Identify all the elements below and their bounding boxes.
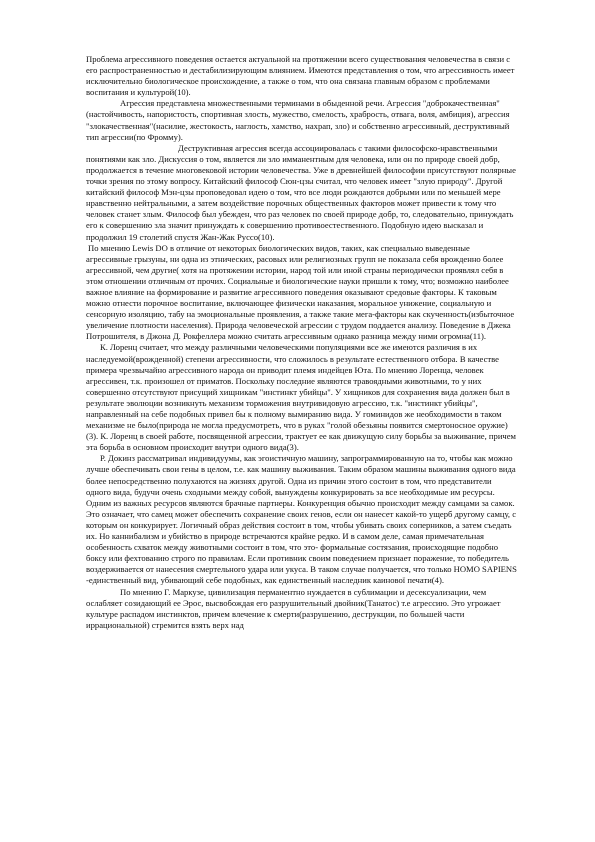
paragraph-lorenz: К. Лоренц считает, что между различными человеческими популяциями все же имеются различия в их наследуемой(врожденной) степени агрессивности, что сложилось в результате естественного отбора. В качестве примера чрезвычайно агрессивного народа он приводит племя индейцев Юта. По мнению Лоренца, человек агрессивен, т.к. произошел от приматов. Поскольку последние являются травоядными животными, то у них совершенно отсутствуют присущий хищникам "инстинкт убийцы". У хищников для сохранения вида должен был в результате эволюции возникнуть механизм торможения внутривидовую агрессию, т.к. "инстинкт убийцы", направленный на себе подобных привел бы к полному вымиранию вида. У гоминидов же необходимости в таком механизме не было(природа не могла предусмотреть, что в руках "голой обезьяны появится смертоносное оружие)(3). К. Лоренц в своей работе, посвященной агрессии, трактует ее как движущую силу борьбы за выживание, причем эта борьба в основном происходит внутри одного вида(3).: [86, 342, 516, 453]
paragraph-dawkins: Р. Докинз рассматривал индивидуумы, как эгоистичную машину, запрограммированную на то, чтобы как можно лучше обеспечивать свои гены в целом, т.е. как машину выживания. Таким образом машины выживания одного вида более непосредственно полухаются на жизнях другой. Одна из причин этого состоит в том, что представители одного вида, будучи очень сходными между собой, вынуждены конкурировать за все необходимые им ресурсы. Одним из важных ресурсов являются брачные партнеры. Конкуренция обычно происходит между самцами за самок. Это означает, что самец может обеспечить сохранение своих генов, если он нанесет какой-то ущерб другому самцу, с которым он конкурирует. Логичный образ действия состоит в том, чтобы убивать своих соперников, а затем съедать их. Но каннибализм и убийство в природе встречаются крайне редко. И в самом деле, самая примечательная особенность схваток между животными состоит в том, что это- формальные состязания, происходящие подобно боксу или фехтованию строго по правилам. Если противник своим поведением признает поражение, то победитель воздерживается от нанесения смертельного удара или укуса. В таком случае получается, что только HOMO SAPIENS -единственный вид, убивающий себе подобных, как единственный наследник каинової печати(4).: [86, 453, 517, 586]
paragraph-destructive-aggression: Деструктивная агрессия всегда ассоциировалась с такими философско-нравственными понятиями как зло. Дискуссия о том, является ли зло имманентным для человека, или он по природе своей добр, продолжается в течение многовековой истории человечества. Уже в древнейшей философии присутствуют полярные точки зрения по этому вопросу. Китайский философ Сюн-цзы считал, что человек имеет "злую природу". Другой китайский философ Мэн-цзы проповедовал идею о том, что все люди рождаются добрыми или по меньшей мере нравственно нейтральными, а затем воздействие порочных общественных факторов может привести к тому что человек станет злым. Философ был убежден, что раз человек по своей природе добр, то, следовательно, принуждать его к совершению зла значит принуждать к совершению противоестественного. Подобную идею высказал и продолжил 19 столетий спустя Жан-Жак Руссо(10).: [86, 142, 516, 242]
paragraph-lewis: По мнению Lewis DO в отличие от некоторых биологических видов, таких, как специально выведенные агрессивные грызуны, ни одна из этнических, расовых или религиозных групп не показала себя врожденно более агрессивной, чем другие( хотя на протяжении истории, народ той или иной страны периодически проявлял себя в этом отношении отличным от прочих. Социальные и биологические науки пришли к тому, что; возможно наиболее важное влияние на формирование и развитие агрессивного поведения оказывают средовые факторы. К таковым можно отнести порочное воспитание, включающее физически наказания, моральное унижение, социальную и сенсорную изоляцию, табу на эмоциональные проявления, а также такие мега-факторы как скученность(избыточное увеличение плотности населения). Природа человеческой агрессии с трудом поддается анализу. Поведение в Джека Потрошителя, в Джона Д. Рокфеллера можно считать агрессивным однако разница между ними огромна(11).: [86, 242, 515, 342]
document-page: [86, 54, 518, 631]
paragraph-aggression-terms: Агрессия представлена множественными терминами в обыденной речи. Агрессия "доброкачественная"(настойчивость, напористость, спортивная злость, мужество, смелость, храбрость, отвага, воля, амбиция), агрессия "злокачественная"(насилие, жестокость, наглость, хамство, нахрап, зло) и собственно агрессивный, деструктивный тип агрессии(по Фромму).: [86, 98, 510, 142]
paragraph-intro: Проблема агрессивного поведения остается актуальной на протяжении всего существования человечества в связи с его распространенностью и дестабилизирующим влиянием. Имеются представления о том, что агрессивность имеет исключительно биологическое происхождение, а также о том, что она связана главным образом с проблемами воспитания и культурой(10).: [86, 54, 515, 98]
paragraph-marcuse: По мнению Г. Маркузе, цивилизация перманентно нуждается в сублимации и десексуализации, чем ослабляет созидающий ее Эрос, высвобождая его разрушительный двойник(Танатос) т.е агрессию. Это угрожает культуре распадом инстинктов, причем влечение к смерти(разрушению, деструкции, по большей части иррациональной) стремится взять верх над: [86, 586, 501, 630]
